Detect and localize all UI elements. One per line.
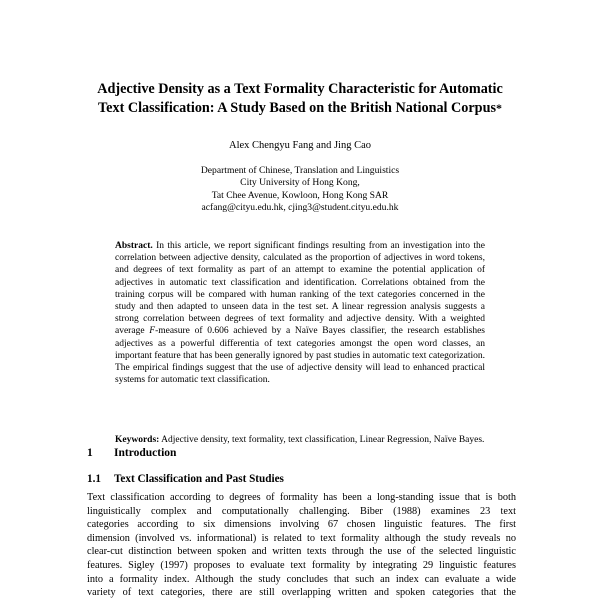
body-line: dimension (involved vs. informational) is related to text formality although the study reveals no <box>87 532 516 544</box>
subsection-number: 1.1 <box>87 473 101 485</box>
keywords-text: Adjective density, text formality, text classification, Linear Regression, Naïve Bayes. <box>159 435 485 445</box>
body-line: into a formality index. Although the study concludes that such an index can evaluate a wide <box>87 573 516 585</box>
body-line: clear-cut distinction between spoken and written texts through the use of the selected linguistic <box>87 546 516 558</box>
affiliation-emails[interactable]: acfang@cityu.edu.hk, cjing3@student.cityu.edu.hk <box>201 201 399 213</box>
body-line: categories according to six dimensions involving 67 chosen linguistic features. The first <box>87 519 516 531</box>
keywords <box>115 434 485 446</box>
subsection-heading-text-classification <box>87 472 517 486</box>
body-text <box>87 491 516 600</box>
section-heading-introduction <box>87 446 517 460</box>
title-line-1: Adjective Density as a Text Formality Characteristic for Automatic <box>97 81 503 97</box>
abstract-text-1: In this article, we report significant findings resulting from an investigation into the correlation between adjective density, calculated as the proportion of adjectives in word tokens, and degrees of text formality as part of an attempt to examine the potential application of adjectives in automatic text classification and identification. Correlations obtained from the training corpus will be compared with human ranking of the text categories concerned in the study and then adapted to unseen data in the test set. A linear regression analysis suggests a strong correlation between degrees of text formality and adjective density. With a weighted average <box>115 241 485 337</box>
section-number: 1 <box>87 447 93 459</box>
body-line: Text classification according to degrees of formality has been a long-standing issue that is both <box>87 492 516 503</box>
author-list: Alex Chengyu Fang and Jing Cao <box>228 140 372 151</box>
title-footnote-mark[interactable]: * <box>495 101 502 115</box>
body-line: linguistically complex and computationally challenging. Biber (1988) examines 23 text <box>87 505 516 517</box>
affiliation-address: Tat Chee Avenue, Kowloon, Hong Kong SAR <box>211 189 389 201</box>
title-line-2 <box>60 99 540 118</box>
paper-title <box>60 80 540 118</box>
affiliation <box>60 165 540 214</box>
title-line-2-text: Text Classification: A Study Based on the British National Corpus <box>98 100 496 116</box>
affiliation-university: City University of Hong Kong, <box>240 177 360 189</box>
affiliation-department: Department of Chinese, Translation and Linguistics <box>200 165 400 176</box>
body-line: features. Sigley (1997) proposes to evaluate text formality by integrating 29 linguistic features <box>87 559 516 571</box>
abstract-text-2: -measure of 0.606 achieved by a Naïve Bayes classifier, the research establishes adjectives as a powerful differentia of text categories amongst the open word classes, an important feature that has been generally ignored by past studies in automatic text categorization. The empirical findings suggest that the use of adjective density will lead to enhanced practical systems for automatic text classification. <box>115 326 486 386</box>
abstract <box>115 240 485 386</box>
keywords-label: Keywords: <box>115 435 160 445</box>
section-title: Introduction <box>114 447 177 459</box>
f-measure-symbol: F <box>149 326 156 337</box>
subsection-title: Text Classification and Past Studies <box>114 473 284 485</box>
abstract-label: Abstract. <box>115 241 153 251</box>
body-line: variety of text categories, there are still overlapping written and spoken categories that the <box>87 587 516 599</box>
